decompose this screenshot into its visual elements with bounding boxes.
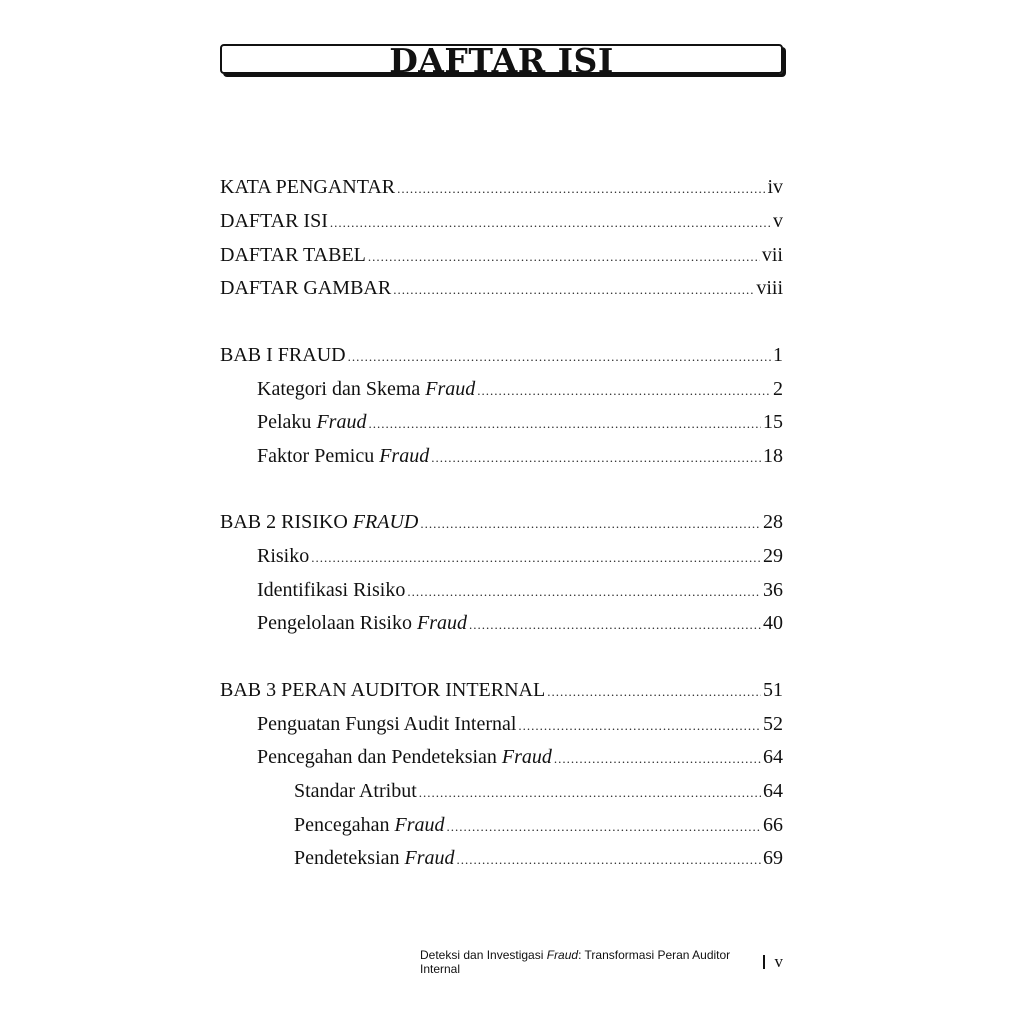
toc-entry-daftar-gambar[interactable] [220,277,783,311]
toc-entry-page: 69 [763,847,783,869]
toc-entry-pengelolaan-risiko[interactable] [257,612,783,646]
toc-entry-page: 18 [763,445,783,467]
toc-entry-page: viii [756,277,783,299]
dot-leader [397,181,765,197]
toc-entry-page: vii [761,244,783,266]
toc-entry-page: 2 [773,378,783,400]
toc-entry-label: Pencegahan Fraud [294,814,445,836]
toc-entry-label: Faktor Pemicu Fraud [257,445,430,467]
toc-entry-label: Risiko [257,545,310,567]
dot-leader [330,215,771,231]
dot-leader [419,785,761,801]
dot-leader [393,282,754,298]
toc-entry-label: BAB 3 PERAN AUDITOR INTERNAL [220,679,546,701]
toc-entry-pelaku[interactable] [257,411,783,445]
toc-entry-label: BAB I FRAUD [220,344,346,366]
toc-entry-daftar-tabel[interactable] [220,244,783,278]
dot-leader [420,516,761,532]
toc-entry-page: 51 [763,679,783,701]
dot-leader [368,249,760,265]
page-title: DAFTAR ISI [389,41,614,80]
toc-entry-label: Penguatan Fungsi Audit Internal [257,713,517,735]
dot-leader [311,550,761,566]
toc-entry-label: Pencegahan dan Pendeteksian Fraud [257,746,552,768]
toc-entry-page: 36 [763,579,783,601]
toc-entry-bab-2[interactable] [220,511,783,545]
toc-entry-page: iv [767,176,783,198]
toc-entry-label: Pelaku Fraud [257,411,367,433]
toc-entry-risiko[interactable] [257,545,783,579]
toc-entry-daftar-isi[interactable] [220,210,783,244]
toc-entry-pencegahan[interactable] [294,814,783,848]
toc-entry-penguatan-fungsi[interactable] [257,713,783,747]
toc-entry-page: 29 [763,545,783,567]
toc-entry-standar-atribut[interactable] [294,780,783,814]
toc-entry-label: DAFTAR GAMBAR [220,277,392,299]
toc-entry-label: Kategori dan Skema Fraud [257,378,476,400]
page-footer [420,948,783,976]
dot-leader [348,349,771,365]
dot-leader [518,718,761,734]
dot-leader [554,751,761,767]
dot-leader [477,383,771,399]
toc-entry-identifikasi-risiko[interactable] [257,579,783,613]
toc-entry-bab-3[interactable] [220,679,783,713]
toc-entry-label: DAFTAR ISI [220,210,328,232]
toc-entry-page: v [773,210,783,232]
dot-leader [547,684,761,700]
toc-entry-label: Pengelolaan Risiko Fraud [257,612,467,634]
toc-entry-page: 64 [763,780,783,802]
footer-separator [763,955,764,969]
toc-entry-label: Identifikasi Risiko [257,579,406,601]
toc-entry-pencegahan-pendeteksian[interactable] [257,746,783,780]
dot-leader [469,617,761,633]
dot-leader [447,819,761,835]
toc-entry-label: Pendeteksian Fraud [294,847,455,869]
toc-entry-page: 1 [773,344,783,366]
toc-entry-page: 66 [763,814,783,836]
toc-entry-faktor-pemicu[interactable] [257,445,783,479]
footer-page-number: v [774,952,783,971]
toc-entry-label: KATA PENGANTAR [220,176,396,198]
toc-entry-kategori-skema[interactable] [257,378,783,412]
toc-entry-label: Standar Atribut [294,780,417,802]
toc-entry-label: BAB 2 RISIKO FRAUD [220,511,419,533]
toc-entry-page: 52 [763,713,783,735]
toc-entry-page: 40 [763,612,783,634]
toc-entry-kata-pengantar[interactable] [220,176,783,210]
dot-leader [431,450,761,466]
toc-entry-page: 28 [763,511,783,533]
dot-leader [368,416,761,432]
title-box [220,41,783,80]
toc-entry-page: 64 [763,746,783,768]
toc-entry-pendeteksian[interactable] [294,847,783,881]
toc-entry-bab-1[interactable] [220,344,783,378]
dot-leader [407,584,761,600]
toc-entry-page: 15 [763,411,783,433]
footer-book-title: Deteksi dan Investigasi Fraud: Transformasi Peran Auditor Internal [420,948,731,976]
toc-entry-label: DAFTAR TABEL [220,244,366,266]
dot-leader [457,852,761,868]
